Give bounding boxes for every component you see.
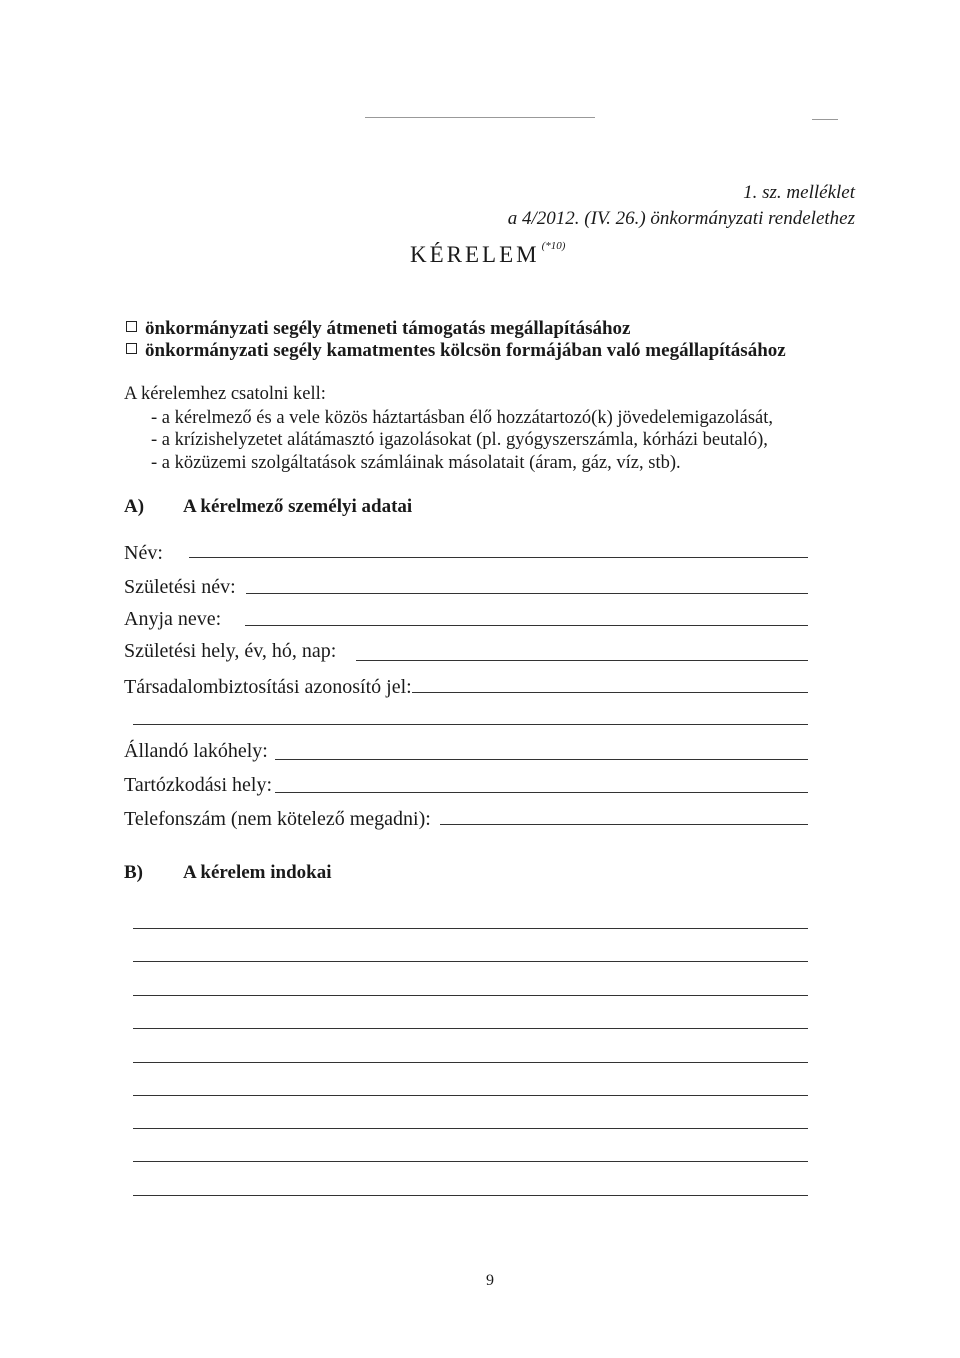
reason-line[interactable] [133, 1195, 808, 1196]
title-footnote: (*10) [541, 240, 566, 253]
reason-line[interactable] [133, 1128, 808, 1129]
field-line-birth-place-date[interactable] [356, 660, 808, 661]
field-label-permanent-address: Állandó lakóhely: [124, 740, 268, 762]
reason-line[interactable] [133, 1062, 808, 1063]
field-label-residence: Tartózkodási hely: [124, 774, 272, 796]
field-line-name[interactable] [189, 557, 808, 558]
option-transitional-support[interactable] [126, 318, 631, 340]
reason-line[interactable] [133, 961, 808, 962]
page-number: 9 [486, 1272, 494, 1289]
field-line-phone[interactable] [440, 824, 808, 825]
field-label-name: Név: [124, 542, 163, 564]
field-label-social-security-id: Társadalombiztosítási azonosító jel: [124, 676, 412, 698]
field-label-birth-name: Születési név: [124, 576, 236, 598]
section-b-letter: B) [124, 862, 143, 883]
scan-mark [365, 117, 595, 118]
reason-line[interactable] [133, 1095, 808, 1096]
reason-line[interactable] [133, 1161, 808, 1162]
field-label-phone: Telefonszám (nem kötelező megadni): [124, 808, 431, 830]
title-text: KÉRELEM [410, 242, 540, 267]
reason-line[interactable] [133, 1028, 808, 1029]
field-line-mother-name[interactable] [245, 625, 808, 626]
attachments-intro: A kérelemhez csatolni kell: [124, 384, 326, 404]
checkbox-icon[interactable] [126, 321, 137, 332]
field-line-residence[interactable] [275, 792, 808, 793]
field-line-social-security-id[interactable] [412, 692, 808, 693]
document-title [410, 242, 565, 268]
annex-regulation: a 4/2012. (IV. 26.) önkormányzati rendelethez [507, 208, 855, 229]
section-a-letter: A) [124, 496, 145, 517]
field-line-permanent-address[interactable] [275, 759, 808, 760]
section-a-title: A kérelmező személyi adatai [183, 496, 413, 517]
field-label-birth-place-date: Születési hely, év, hó, nap: [124, 640, 337, 662]
field-label-mother-name: Anyja neve: [124, 608, 222, 630]
annex-label: 1. sz. melléklet [743, 182, 855, 203]
section-b-title: A kérelem indokai [183, 862, 332, 883]
checkbox-icon[interactable] [126, 343, 137, 354]
reason-line[interactable] [133, 995, 808, 996]
attachment-item: - a közüzemi szolgáltatások számláinak másolatait (áram, gáz, víz, stb). [151, 453, 681, 473]
field-line-extra[interactable] [133, 724, 808, 725]
reason-line[interactable] [133, 928, 808, 929]
scan-mark [812, 119, 838, 120]
option-interest-free-loan[interactable] [126, 340, 786, 362]
option-label: önkormányzati segély kamatmentes kölcsön formájában való megállapításához [145, 340, 786, 361]
option-label: önkormányzati segély átmeneti támogatás megállapításához [145, 318, 631, 339]
field-line-birth-name[interactable] [246, 593, 808, 594]
attachment-item: - a krízishelyzetet alátámasztó igazolásokat (pl. gyógyszerszámla, kórházi beutaló), [151, 430, 768, 450]
attachment-item: - a kérelmező és a vele közös háztartásban élő hozzátartozó(k) jövedelemigazolását, [151, 408, 774, 428]
